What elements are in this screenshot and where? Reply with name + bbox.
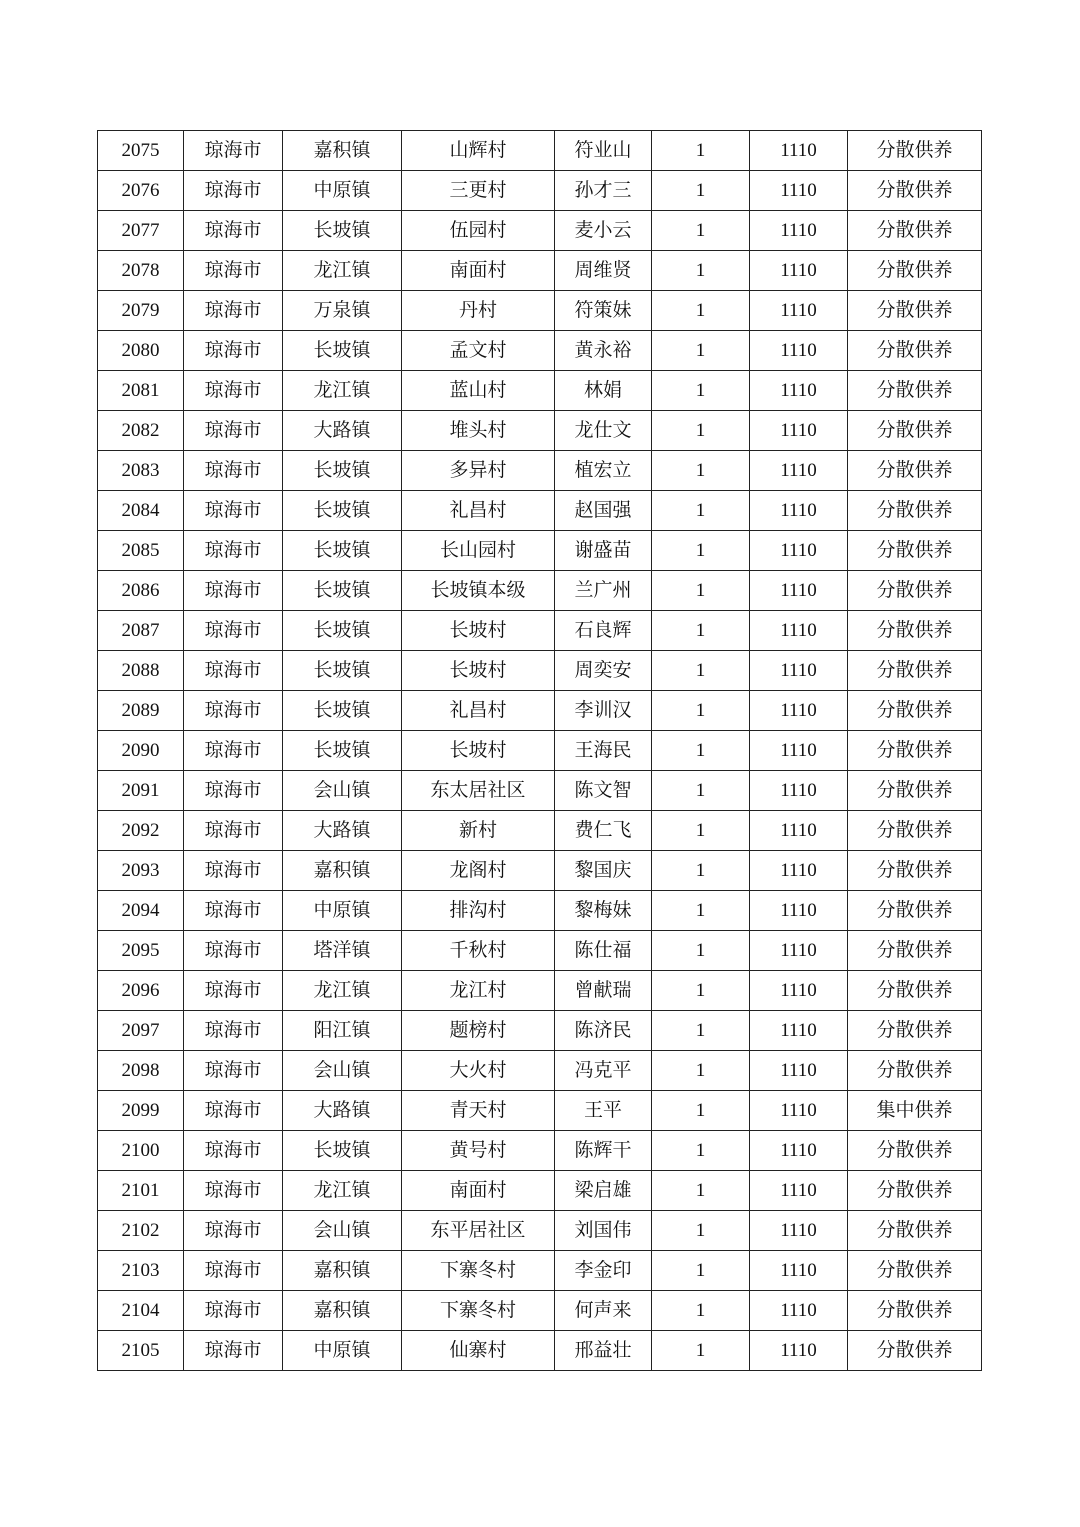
table-row bbox=[98, 1171, 982, 1211]
amount-cell: 1110 bbox=[750, 1251, 848, 1291]
serial-cell: 2095 bbox=[98, 931, 184, 971]
serial-cell: 2100 bbox=[98, 1131, 184, 1171]
count-cell: 1 bbox=[652, 1291, 750, 1331]
city-cell: 琼海市 bbox=[184, 1011, 283, 1051]
support-type-cell: 分散供养 bbox=[848, 771, 982, 811]
village-cell: 下寨冬村 bbox=[402, 1251, 555, 1291]
serial-cell: 2096 bbox=[98, 971, 184, 1011]
town-cell: 龙江镇 bbox=[283, 1171, 402, 1211]
town-cell: 万泉镇 bbox=[283, 291, 402, 331]
village-cell: 伍园村 bbox=[402, 211, 555, 251]
amount-cell: 1110 bbox=[750, 971, 848, 1011]
amount-cell: 1110 bbox=[750, 851, 848, 891]
village-cell: 长山园村 bbox=[402, 531, 555, 571]
city-cell: 琼海市 bbox=[184, 891, 283, 931]
village-cell: 长坡镇本级 bbox=[402, 571, 555, 611]
count-cell: 1 bbox=[652, 1331, 750, 1371]
serial-cell: 2101 bbox=[98, 1171, 184, 1211]
table-row bbox=[98, 1291, 982, 1331]
amount-cell: 1110 bbox=[750, 451, 848, 491]
table-row bbox=[98, 1131, 982, 1171]
amount-cell: 1110 bbox=[750, 1171, 848, 1211]
name-cell: 龙仕文 bbox=[555, 411, 652, 451]
name-cell: 刘国伟 bbox=[555, 1211, 652, 1251]
city-cell: 琼海市 bbox=[184, 971, 283, 1011]
serial-cell: 2097 bbox=[98, 1011, 184, 1051]
village-cell: 南面村 bbox=[402, 1171, 555, 1211]
amount-cell: 1110 bbox=[750, 811, 848, 851]
town-cell: 龙江镇 bbox=[283, 971, 402, 1011]
count-cell: 1 bbox=[652, 1171, 750, 1211]
amount-cell: 1110 bbox=[750, 611, 848, 651]
serial-cell: 2105 bbox=[98, 1331, 184, 1371]
serial-cell: 2088 bbox=[98, 651, 184, 691]
village-cell: 黄号村 bbox=[402, 1131, 555, 1171]
serial-cell: 2103 bbox=[98, 1251, 184, 1291]
name-cell: 周奕安 bbox=[555, 651, 652, 691]
count-cell: 1 bbox=[652, 331, 750, 371]
support-type-cell: 分散供养 bbox=[848, 251, 982, 291]
count-cell: 1 bbox=[652, 531, 750, 571]
support-type-cell: 分散供养 bbox=[848, 1051, 982, 1091]
name-cell: 梁启雄 bbox=[555, 1171, 652, 1211]
name-cell: 黎梅妹 bbox=[555, 891, 652, 931]
village-cell: 下寨冬村 bbox=[402, 1291, 555, 1331]
serial-cell: 2093 bbox=[98, 851, 184, 891]
name-cell: 李金印 bbox=[555, 1251, 652, 1291]
amount-cell: 1110 bbox=[750, 291, 848, 331]
town-cell: 大路镇 bbox=[283, 411, 402, 451]
town-cell: 大路镇 bbox=[283, 811, 402, 851]
serial-cell: 2085 bbox=[98, 531, 184, 571]
village-cell: 长坡村 bbox=[402, 731, 555, 771]
amount-cell: 1110 bbox=[750, 1051, 848, 1091]
amount-cell: 1110 bbox=[750, 771, 848, 811]
village-cell: 堆头村 bbox=[402, 411, 555, 451]
name-cell: 李训汉 bbox=[555, 691, 652, 731]
serial-cell: 2104 bbox=[98, 1291, 184, 1331]
name-cell: 赵国强 bbox=[555, 491, 652, 531]
name-cell: 符业山 bbox=[555, 131, 652, 171]
support-type-cell: 分散供养 bbox=[848, 491, 982, 531]
village-cell: 多异村 bbox=[402, 451, 555, 491]
serial-cell: 2084 bbox=[98, 491, 184, 531]
city-cell: 琼海市 bbox=[184, 571, 283, 611]
amount-cell: 1110 bbox=[750, 691, 848, 731]
village-cell: 蓝山村 bbox=[402, 371, 555, 411]
count-cell: 1 bbox=[652, 811, 750, 851]
name-cell: 费仁飞 bbox=[555, 811, 652, 851]
city-cell: 琼海市 bbox=[184, 851, 283, 891]
town-cell: 长坡镇 bbox=[283, 691, 402, 731]
city-cell: 琼海市 bbox=[184, 611, 283, 651]
town-cell: 会山镇 bbox=[283, 771, 402, 811]
table-row bbox=[98, 1331, 982, 1371]
support-type-cell: 分散供养 bbox=[848, 131, 982, 171]
count-cell: 1 bbox=[652, 1211, 750, 1251]
support-type-cell: 分散供养 bbox=[848, 1171, 982, 1211]
support-type-cell: 分散供养 bbox=[848, 531, 982, 571]
village-cell: 东太居社区 bbox=[402, 771, 555, 811]
count-cell: 1 bbox=[652, 571, 750, 611]
name-cell: 孙才三 bbox=[555, 171, 652, 211]
village-cell: 长坡村 bbox=[402, 651, 555, 691]
support-type-cell: 分散供养 bbox=[848, 571, 982, 611]
support-type-cell: 分散供养 bbox=[848, 411, 982, 451]
support-type-cell: 分散供养 bbox=[848, 611, 982, 651]
town-cell: 长坡镇 bbox=[283, 1131, 402, 1171]
city-cell: 琼海市 bbox=[184, 1211, 283, 1251]
town-cell: 长坡镇 bbox=[283, 651, 402, 691]
support-type-cell: 分散供养 bbox=[848, 1331, 982, 1371]
name-cell: 黄永裕 bbox=[555, 331, 652, 371]
amount-cell: 1110 bbox=[750, 491, 848, 531]
town-cell: 长坡镇 bbox=[283, 211, 402, 251]
village-cell: 三更村 bbox=[402, 171, 555, 211]
serial-cell: 2098 bbox=[98, 1051, 184, 1091]
table-row bbox=[98, 531, 982, 571]
table-row bbox=[98, 611, 982, 651]
name-cell: 周维贤 bbox=[555, 251, 652, 291]
village-cell: 南面村 bbox=[402, 251, 555, 291]
count-cell: 1 bbox=[652, 1011, 750, 1051]
village-cell: 题榜村 bbox=[402, 1011, 555, 1051]
count-cell: 1 bbox=[652, 411, 750, 451]
table-row bbox=[98, 491, 982, 531]
table-row bbox=[98, 691, 982, 731]
town-cell: 长坡镇 bbox=[283, 611, 402, 651]
support-type-cell: 分散供养 bbox=[848, 1291, 982, 1331]
town-cell: 龙江镇 bbox=[283, 251, 402, 291]
table-row bbox=[98, 451, 982, 491]
name-cell: 麦小云 bbox=[555, 211, 652, 251]
serial-cell: 2083 bbox=[98, 451, 184, 491]
support-type-cell: 分散供养 bbox=[848, 451, 982, 491]
city-cell: 琼海市 bbox=[184, 171, 283, 211]
amount-cell: 1110 bbox=[750, 731, 848, 771]
town-cell: 长坡镇 bbox=[283, 531, 402, 571]
name-cell: 黎国庆 bbox=[555, 851, 652, 891]
town-cell: 会山镇 bbox=[283, 1211, 402, 1251]
table-row bbox=[98, 891, 982, 931]
village-cell: 礼昌村 bbox=[402, 491, 555, 531]
serial-cell: 2094 bbox=[98, 891, 184, 931]
village-cell: 大火村 bbox=[402, 1051, 555, 1091]
city-cell: 琼海市 bbox=[184, 491, 283, 531]
serial-cell: 2102 bbox=[98, 1211, 184, 1251]
town-cell: 长坡镇 bbox=[283, 491, 402, 531]
village-cell: 丹村 bbox=[402, 291, 555, 331]
name-cell: 谢盛苗 bbox=[555, 531, 652, 571]
city-cell: 琼海市 bbox=[184, 1091, 283, 1131]
serial-cell: 2091 bbox=[98, 771, 184, 811]
village-cell: 仙寨村 bbox=[402, 1331, 555, 1371]
city-cell: 琼海市 bbox=[184, 1051, 283, 1091]
count-cell: 1 bbox=[652, 1251, 750, 1291]
name-cell: 王平 bbox=[555, 1091, 652, 1131]
serial-cell: 2092 bbox=[98, 811, 184, 851]
city-cell: 琼海市 bbox=[184, 411, 283, 451]
town-cell: 长坡镇 bbox=[283, 731, 402, 771]
town-cell: 嘉积镇 bbox=[283, 851, 402, 891]
amount-cell: 1110 bbox=[750, 171, 848, 211]
village-cell: 龙江村 bbox=[402, 971, 555, 1011]
serial-cell: 2082 bbox=[98, 411, 184, 451]
count-cell: 1 bbox=[652, 1051, 750, 1091]
name-cell: 陈仕福 bbox=[555, 931, 652, 971]
town-cell: 嘉积镇 bbox=[283, 1291, 402, 1331]
amount-cell: 1110 bbox=[750, 651, 848, 691]
name-cell: 曾献瑞 bbox=[555, 971, 652, 1011]
support-type-cell: 分散供养 bbox=[848, 291, 982, 331]
table-row bbox=[98, 371, 982, 411]
town-cell: 中原镇 bbox=[283, 171, 402, 211]
count-cell: 1 bbox=[652, 731, 750, 771]
support-type-cell: 分散供养 bbox=[848, 931, 982, 971]
table-row bbox=[98, 1011, 982, 1051]
city-cell: 琼海市 bbox=[184, 131, 283, 171]
serial-cell: 2081 bbox=[98, 371, 184, 411]
city-cell: 琼海市 bbox=[184, 811, 283, 851]
village-cell: 新村 bbox=[402, 811, 555, 851]
amount-cell: 1110 bbox=[750, 1091, 848, 1131]
name-cell: 符策妹 bbox=[555, 291, 652, 331]
serial-cell: 2076 bbox=[98, 171, 184, 211]
count-cell: 1 bbox=[652, 1131, 750, 1171]
city-cell: 琼海市 bbox=[184, 931, 283, 971]
town-cell: 嘉积镇 bbox=[283, 131, 402, 171]
count-cell: 1 bbox=[652, 171, 750, 211]
town-cell: 龙江镇 bbox=[283, 371, 402, 411]
name-cell: 冯克平 bbox=[555, 1051, 652, 1091]
city-cell: 琼海市 bbox=[184, 651, 283, 691]
count-cell: 1 bbox=[652, 691, 750, 731]
name-cell: 兰广州 bbox=[555, 571, 652, 611]
beneficiary-table bbox=[97, 130, 982, 1371]
support-type-cell: 分散供养 bbox=[848, 1251, 982, 1291]
table-row bbox=[98, 811, 982, 851]
name-cell: 林娟 bbox=[555, 371, 652, 411]
name-cell: 王海民 bbox=[555, 731, 652, 771]
amount-cell: 1110 bbox=[750, 131, 848, 171]
count-cell: 1 bbox=[652, 291, 750, 331]
support-type-cell: 分散供养 bbox=[848, 171, 982, 211]
city-cell: 琼海市 bbox=[184, 331, 283, 371]
amount-cell: 1110 bbox=[750, 251, 848, 291]
table-row bbox=[98, 571, 982, 611]
serial-cell: 2078 bbox=[98, 251, 184, 291]
table-row bbox=[98, 1211, 982, 1251]
serial-cell: 2090 bbox=[98, 731, 184, 771]
table-row bbox=[98, 731, 982, 771]
support-type-cell: 分散供养 bbox=[848, 731, 982, 771]
count-cell: 1 bbox=[652, 491, 750, 531]
count-cell: 1 bbox=[652, 611, 750, 651]
table-row bbox=[98, 1051, 982, 1091]
city-cell: 琼海市 bbox=[184, 1291, 283, 1331]
city-cell: 琼海市 bbox=[184, 211, 283, 251]
city-cell: 琼海市 bbox=[184, 691, 283, 731]
name-cell: 陈济民 bbox=[555, 1011, 652, 1051]
village-cell: 山辉村 bbox=[402, 131, 555, 171]
town-cell: 长坡镇 bbox=[283, 451, 402, 491]
town-cell: 长坡镇 bbox=[283, 571, 402, 611]
name-cell: 植宏立 bbox=[555, 451, 652, 491]
city-cell: 琼海市 bbox=[184, 1331, 283, 1371]
serial-cell: 2077 bbox=[98, 211, 184, 251]
village-cell: 孟文村 bbox=[402, 331, 555, 371]
table-row bbox=[98, 411, 982, 451]
amount-cell: 1110 bbox=[750, 371, 848, 411]
count-cell: 1 bbox=[652, 891, 750, 931]
table-row bbox=[98, 291, 982, 331]
amount-cell: 1110 bbox=[750, 211, 848, 251]
serial-cell: 2079 bbox=[98, 291, 184, 331]
town-cell: 阳江镇 bbox=[283, 1011, 402, 1051]
table-row bbox=[98, 851, 982, 891]
support-type-cell: 分散供养 bbox=[848, 691, 982, 731]
name-cell: 陈文智 bbox=[555, 771, 652, 811]
support-type-cell: 分散供养 bbox=[848, 331, 982, 371]
town-cell: 会山镇 bbox=[283, 1051, 402, 1091]
support-type-cell: 分散供养 bbox=[848, 891, 982, 931]
city-cell: 琼海市 bbox=[184, 771, 283, 811]
city-cell: 琼海市 bbox=[184, 531, 283, 571]
city-cell: 琼海市 bbox=[184, 451, 283, 491]
support-type-cell: 分散供养 bbox=[848, 1131, 982, 1171]
count-cell: 1 bbox=[652, 771, 750, 811]
support-type-cell: 分散供养 bbox=[848, 1011, 982, 1051]
amount-cell: 1110 bbox=[750, 931, 848, 971]
table-row bbox=[98, 1251, 982, 1291]
count-cell: 1 bbox=[652, 851, 750, 891]
city-cell: 琼海市 bbox=[184, 371, 283, 411]
count-cell: 1 bbox=[652, 371, 750, 411]
village-cell: 长坡村 bbox=[402, 611, 555, 651]
amount-cell: 1110 bbox=[750, 1291, 848, 1331]
table-row bbox=[98, 131, 982, 171]
serial-cell: 2089 bbox=[98, 691, 184, 731]
amount-cell: 1110 bbox=[750, 891, 848, 931]
town-cell: 大路镇 bbox=[283, 1091, 402, 1131]
town-cell: 长坡镇 bbox=[283, 331, 402, 371]
town-cell: 塔洋镇 bbox=[283, 931, 402, 971]
name-cell: 陈辉干 bbox=[555, 1131, 652, 1171]
support-type-cell: 分散供养 bbox=[848, 971, 982, 1011]
village-cell: 青天村 bbox=[402, 1091, 555, 1131]
count-cell: 1 bbox=[652, 971, 750, 1011]
city-cell: 琼海市 bbox=[184, 1131, 283, 1171]
table-row bbox=[98, 771, 982, 811]
table-row bbox=[98, 651, 982, 691]
name-cell: 邢益壮 bbox=[555, 1331, 652, 1371]
table-row bbox=[98, 331, 982, 371]
table-row bbox=[98, 211, 982, 251]
town-cell: 中原镇 bbox=[283, 1331, 402, 1371]
support-type-cell: 分散供养 bbox=[848, 371, 982, 411]
count-cell: 1 bbox=[652, 211, 750, 251]
amount-cell: 1110 bbox=[750, 1331, 848, 1371]
serial-cell: 2075 bbox=[98, 131, 184, 171]
village-cell: 礼昌村 bbox=[402, 691, 555, 731]
amount-cell: 1110 bbox=[750, 531, 848, 571]
support-type-cell: 分散供养 bbox=[848, 851, 982, 891]
serial-cell: 2099 bbox=[98, 1091, 184, 1131]
city-cell: 琼海市 bbox=[184, 251, 283, 291]
name-cell: 何声来 bbox=[555, 1291, 652, 1331]
amount-cell: 1110 bbox=[750, 331, 848, 371]
support-type-cell: 集中供养 bbox=[848, 1091, 982, 1131]
table-row bbox=[98, 1091, 982, 1131]
town-cell: 嘉积镇 bbox=[283, 1251, 402, 1291]
table-row bbox=[98, 171, 982, 211]
village-cell: 龙阁村 bbox=[402, 851, 555, 891]
support-type-cell: 分散供养 bbox=[848, 211, 982, 251]
count-cell: 1 bbox=[652, 931, 750, 971]
city-cell: 琼海市 bbox=[184, 1251, 283, 1291]
village-cell: 排沟村 bbox=[402, 891, 555, 931]
city-cell: 琼海市 bbox=[184, 731, 283, 771]
table-row bbox=[98, 931, 982, 971]
village-cell: 千秋村 bbox=[402, 931, 555, 971]
count-cell: 1 bbox=[652, 451, 750, 491]
support-type-cell: 分散供养 bbox=[848, 811, 982, 851]
count-cell: 1 bbox=[652, 1091, 750, 1131]
amount-cell: 1110 bbox=[750, 1131, 848, 1171]
amount-cell: 1110 bbox=[750, 1211, 848, 1251]
amount-cell: 1110 bbox=[750, 411, 848, 451]
count-cell: 1 bbox=[652, 651, 750, 691]
amount-cell: 1110 bbox=[750, 1011, 848, 1051]
support-type-cell: 分散供养 bbox=[848, 651, 982, 691]
serial-cell: 2087 bbox=[98, 611, 184, 651]
city-cell: 琼海市 bbox=[184, 1171, 283, 1211]
village-cell: 东平居社区 bbox=[402, 1211, 555, 1251]
serial-cell: 2086 bbox=[98, 571, 184, 611]
serial-cell: 2080 bbox=[98, 331, 184, 371]
table-row bbox=[98, 971, 982, 1011]
support-type-cell: 分散供养 bbox=[848, 1211, 982, 1251]
name-cell: 石良辉 bbox=[555, 611, 652, 651]
count-cell: 1 bbox=[652, 251, 750, 291]
count-cell: 1 bbox=[652, 131, 750, 171]
table-body bbox=[98, 131, 982, 1371]
table-row bbox=[98, 251, 982, 291]
amount-cell: 1110 bbox=[750, 571, 848, 611]
town-cell: 中原镇 bbox=[283, 891, 402, 931]
city-cell: 琼海市 bbox=[184, 291, 283, 331]
